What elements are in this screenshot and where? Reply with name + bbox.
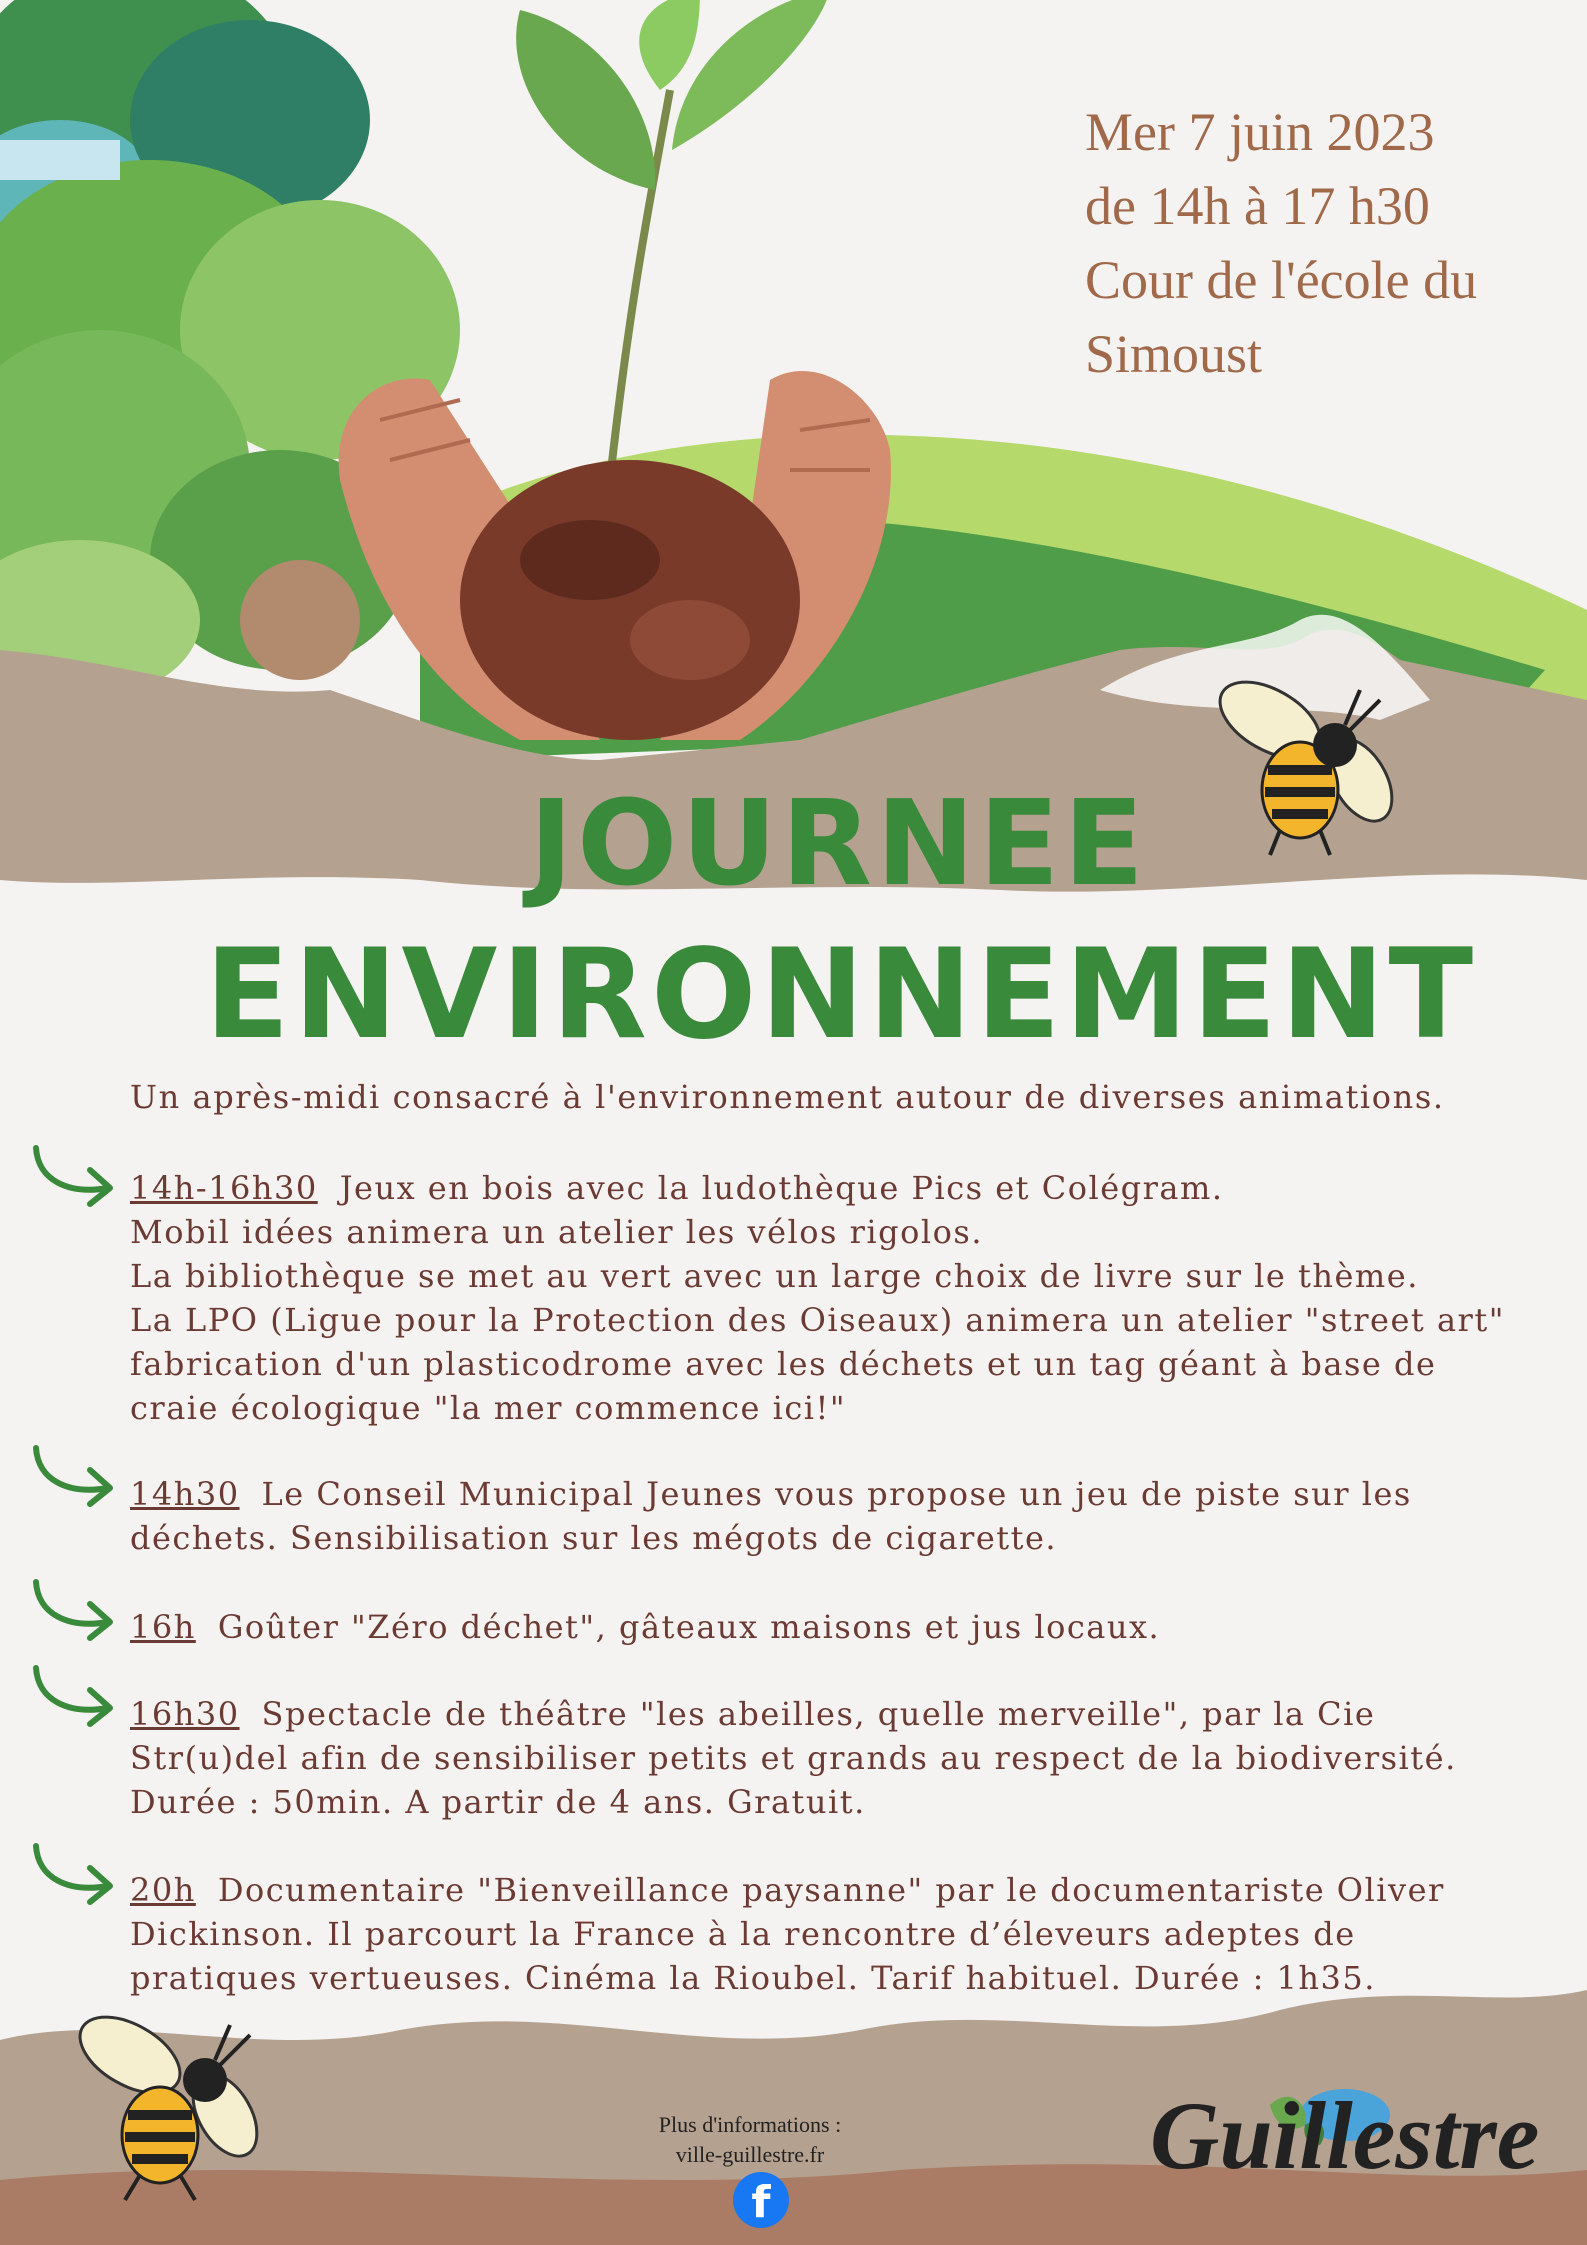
arrow-icon [28,1574,120,1644]
title-line-1: JOURNEE [529,774,1148,912]
event-date-place [1085,95,1565,391]
arrow-icon [28,1838,120,1908]
program-line: Jeux en bois avec la ludothèque Pics et Colégram. [339,1169,1224,1207]
place-line-2: Simoust [1085,324,1263,384]
program-line: fabrication d'un plasticodrome avec les déchets et un tag géant à base de [130,1345,1437,1383]
program-line: Le Conseil Municipal Jeunes vous propose un jeu de piste sur les [261,1475,1412,1513]
program-line: Goûter "Zéro déchet", gâteaux maisons et jus locaux. [217,1608,1161,1646]
program-line: La bibliothèque se met au vert avec un large choix de livre sur le thème. [130,1257,1419,1295]
program-time: 20h [130,1871,196,1909]
program-item-4 [130,1692,1457,1824]
program-line: Documentaire "Bienveillance paysanne" par le documentariste Oliver [217,1871,1445,1909]
program-line: Spectacle de théâtre "les abeilles, quelle merveille", par la Cie [261,1695,1376,1733]
time-line: de 14h à 17 h30 [1085,176,1430,236]
program-line: La LPO (Ligue pour la Protection des Oiseaux) animera un atelier "street art" [130,1301,1505,1339]
soil-ball [460,460,800,740]
program-line: craie écologique "la mer commence ici!" [130,1389,847,1427]
website-link[interactable]: ville-guillestre.fr [675,2142,825,2167]
program-line: pratiques vertueuses. Cinéma la Rioubel. Tarif habituel. Durée : 1h35. [130,1959,1376,1997]
program-time: 16h [130,1608,196,1646]
title-line-2: ENVIRONNEMENT [204,923,1478,1067]
program-item-1 [130,1166,1505,1430]
program-line: déchets. Sensibilisation sur les mégots de cigarette. [130,1519,1058,1557]
arrow-icon [28,1140,120,1210]
program-time: 14h30 [130,1475,240,1513]
info-label: Plus d'informations : [658,2112,842,2137]
program-item-3 [130,1605,1160,1649]
guillestre-logo: Guillestre [1150,2082,1540,2189]
program-time: 14h-16h30 [130,1169,318,1207]
program-item-2 [130,1472,1412,1560]
intro-text: Un après-midi consacré à l'environnement autour de diverses animations. [130,1078,1445,1116]
program-line: Dickinson. Il parcourt la France à la rencontre d’éleveurs adeptes de [130,1915,1356,1953]
program-time: 16h30 [130,1695,240,1733]
facebook-icon[interactable]: f [733,2172,789,2228]
program-item-5 [130,1868,1445,2000]
program-line: Str(u)del afin de sensibiliser petits et grands au respect de la biodiversité. [130,1739,1457,1777]
date-line: Mer 7 juin 2023 [1085,102,1435,162]
bee-icon-bottom [70,2005,280,2205]
arrow-icon [28,1440,120,1510]
more-info [600,2110,900,2170]
program-line: Durée : 50min. A partir de 4 ans. Gratuit. [130,1783,866,1821]
program-line: Mobil idées animera un atelier les vélos rigolos. [130,1213,983,1251]
arrow-icon [28,1660,120,1730]
place-line-1: Cour de l'école du [1085,250,1478,310]
